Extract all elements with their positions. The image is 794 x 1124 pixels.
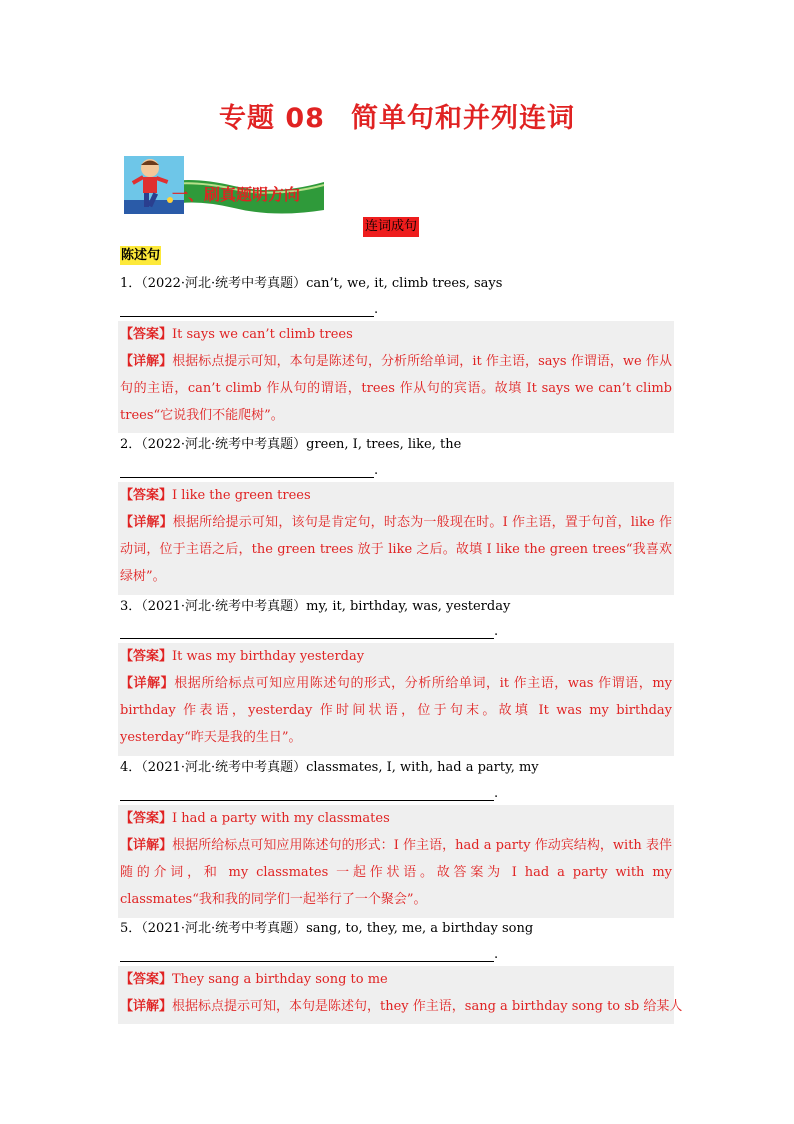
blank-period: . — [494, 624, 499, 639]
detail-text: 根据标点提示可知，本句是陈述句，分析所给单词，it 作主语，says 作谓语，we 作从句的主语，can’t climb 作从句的谓语，trees 作从句的宾语。故填 It says we can’t climb trees“它说我们不能爬树”。 — [120, 354, 672, 423]
question-5-prompt: 5．（2021·河北·统考中考真题）sang, to, they, me, a birthday song — [120, 921, 534, 936]
detail-text: 根据所给提示可知，该句是肯定句，时态为一般现在时。I 作主语，置于句首，like 作动词，位于主语之后，the green trees 放于 like 之后。故填 I like the green trees“我喜欢绿树”。 — [120, 515, 672, 584]
question-3-prompt: 3．（2021·河北·统考中考真题）my, it, birthday, was, yesterday — [120, 599, 511, 614]
answer-box-2 — [118, 482, 674, 595]
question-3-blank — [120, 624, 494, 639]
answer-text: I had a party with my classmates — [172, 811, 390, 826]
topic-tag: 连词成句 — [363, 217, 419, 237]
answer-text: It was my birthday yesterday — [172, 649, 365, 664]
question-1-prompt: 1．（2022·河北·统考中考真题）can’t, we, it, climb trees, says — [120, 276, 503, 291]
section-heading: 陈述句 — [121, 248, 161, 263]
answer-label: 【答案】 — [120, 811, 173, 826]
detail-text: 根据标点提示可知，本句是陈述句，they 作主语，sang a birthday song to sb 给某人 — [172, 999, 683, 1014]
detail-label: 【详解】 — [120, 999, 173, 1014]
question-1-blank — [120, 302, 374, 317]
answer-box-5 — [118, 966, 683, 1024]
blank-period: . — [494, 786, 499, 801]
detail-text: 根据所给标点可知应用陈述句的形式，分析所给单词，it 作主语，was 作谓语，my birthday 作表语，yesterday 作时间状语，位于句末。故填 It was my birthday yesterday“昨天是我的生日”。 — [120, 676, 672, 745]
answer-box-1 — [118, 321, 674, 433]
answer-label: 【答案】 — [120, 488, 173, 503]
answer-text: It says we can’t climb trees — [172, 327, 353, 342]
question-2-blank — [120, 463, 374, 478]
question-4-blank — [120, 786, 494, 801]
answer-box-4 — [118, 805, 674, 918]
answer-label: 【答案】 — [120, 972, 173, 987]
question-5-blank — [120, 947, 494, 962]
blank-period: . — [374, 302, 379, 317]
banner-heading: 一、刷真题明方向 — [172, 185, 301, 204]
detail-label: 【详解】 — [120, 354, 173, 369]
detail-label: 【详解】 — [120, 838, 173, 853]
detail-text: 根据所给标点可知应用陈述句的形式：I 作主语，had a party 作动宾结构，with 表伴随的介词，和 my classmates 一起作状语。故答案为 I had a party with my classmates“我和我的同学们一起举行了一个聚会”。 — [120, 838, 672, 907]
question-4-prompt: 4．（2021·河北·统考中考真题）classmates, I, with, had a party, my — [120, 760, 539, 775]
blank-period: . — [494, 947, 499, 962]
question-2-prompt: 2．（2022·河北·统考中考真题）green, I, trees, like, the — [120, 437, 462, 452]
answer-label: 【答案】 — [120, 649, 173, 664]
answer-box-3 — [118, 643, 674, 756]
blank-period: . — [374, 463, 379, 478]
answer-text: They sang a birthday song to me — [172, 972, 388, 987]
detail-label: 【详解】 — [120, 515, 173, 530]
answer-text: I like the green trees — [172, 488, 311, 503]
answer-label: 【答案】 — [120, 327, 173, 342]
detail-label: 【详解】 — [120, 676, 175, 691]
page-title: 专题 08 简单句和并列连词 — [219, 103, 575, 134]
